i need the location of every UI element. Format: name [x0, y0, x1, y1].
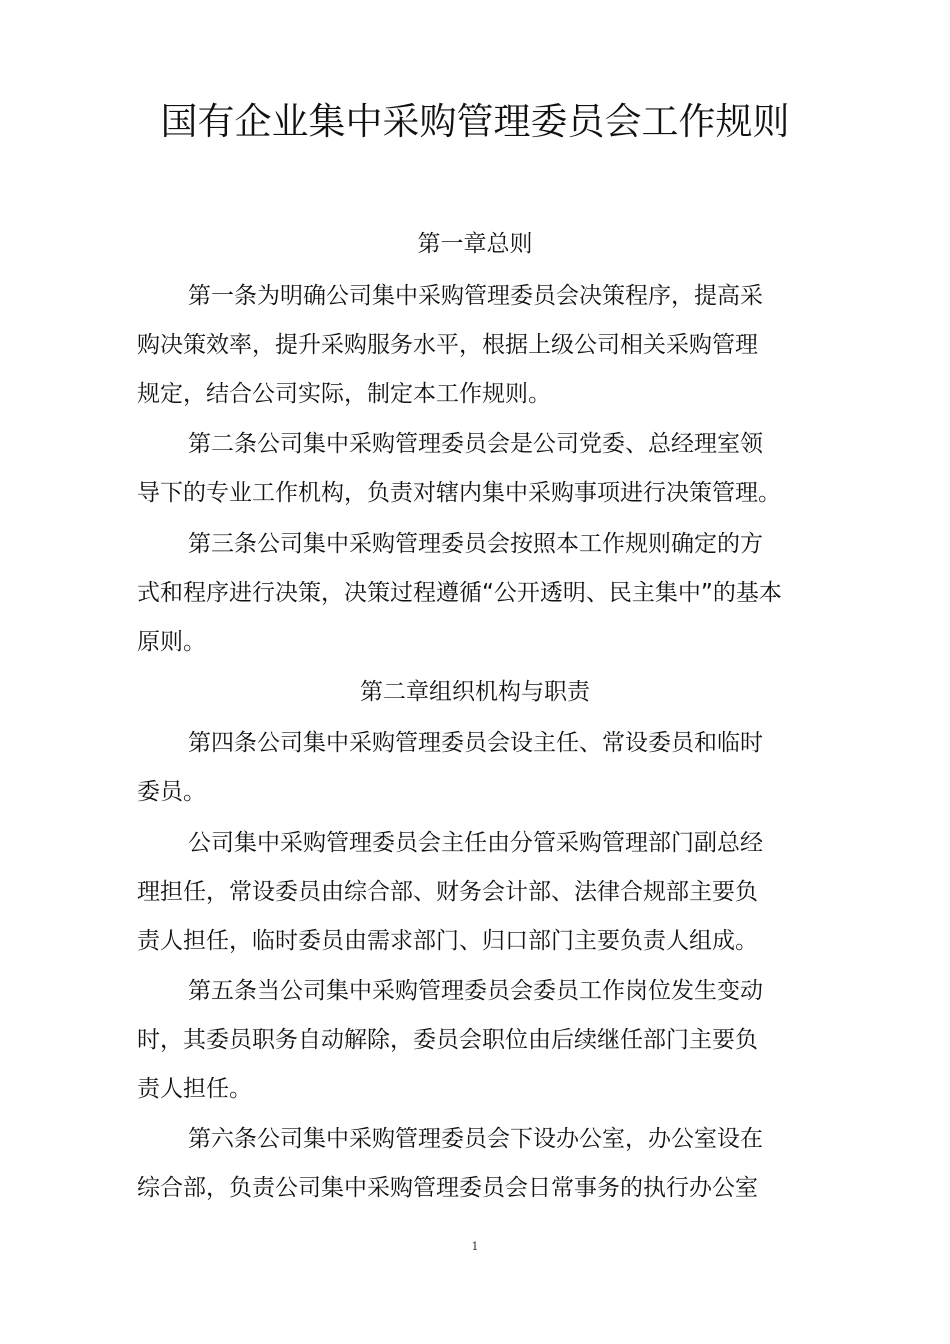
article-3-line-3: 原则。 — [137, 629, 206, 655]
article-5-line-2: 时，其委员职务自动解除，委员会职位由后续继任部门主要负 — [137, 1027, 758, 1053]
chapter-heading-1: 第一章总则 — [417, 231, 533, 257]
article-6-line-1: 第六条公司集中采购管理委员会下设办公室，办公室设在 — [188, 1126, 763, 1152]
page-number: 1 — [471, 1240, 479, 1253]
article-5-line-1: 第五条当公司集中采购管理委员会委员工作岗位发生变动 — [188, 978, 763, 1004]
article-2-line-1: 第二条公司集中采购管理委员会是公司党委、总经理室领 — [188, 431, 763, 457]
article-4-para-2-line-3: 责人担任，临时委员由需求部门、归口部门主要负责人组成。 — [137, 928, 758, 954]
chapter-heading-2: 第二章组织机构与职责 — [360, 679, 590, 705]
article-2-line-2: 导下的专业工作机构，负责对辖内集中采购事项进行决策管理。 — [137, 480, 781, 506]
article-1-line-2: 购决策效率，提升采购服务水平，根据上级公司相关采购管理 — [137, 332, 758, 358]
article-3-line-1: 第三条公司集中采购管理委员会按照本工作规则确定的方 — [188, 531, 763, 557]
article-5-line-3: 责人担任。 — [137, 1076, 252, 1102]
article-6-line-2: 综合部，负责公司集中采购管理委员会日常事务的执行办公室 — [137, 1175, 758, 1201]
article-4-para-2-line-1: 公司集中采购管理委员会主任由分管采购管理部门副总经 — [188, 830, 763, 856]
article-1-line-1: 第一条为明确公司集中采购管理委员会决策程序，提高采 — [188, 283, 763, 309]
article-4-line-2: 委员。 — [137, 779, 206, 805]
document-title: 国有企业集中采购管理委员会工作规则 — [160, 100, 790, 143]
article-3-line-2: 式和程序进行决策，决策过程遵循“公开透明、民主集中”的基本 — [137, 580, 782, 606]
article-4-para-2-line-2: 理担任，常设委员由综合部、财务会计部、法律合规部主要负 — [137, 879, 758, 905]
article-4-line-1: 第四条公司集中采购管理委员会设主任、常设委员和临时 — [188, 730, 763, 756]
article-1-line-3: 规定，结合公司实际，制定本工作规则。 — [137, 381, 551, 407]
